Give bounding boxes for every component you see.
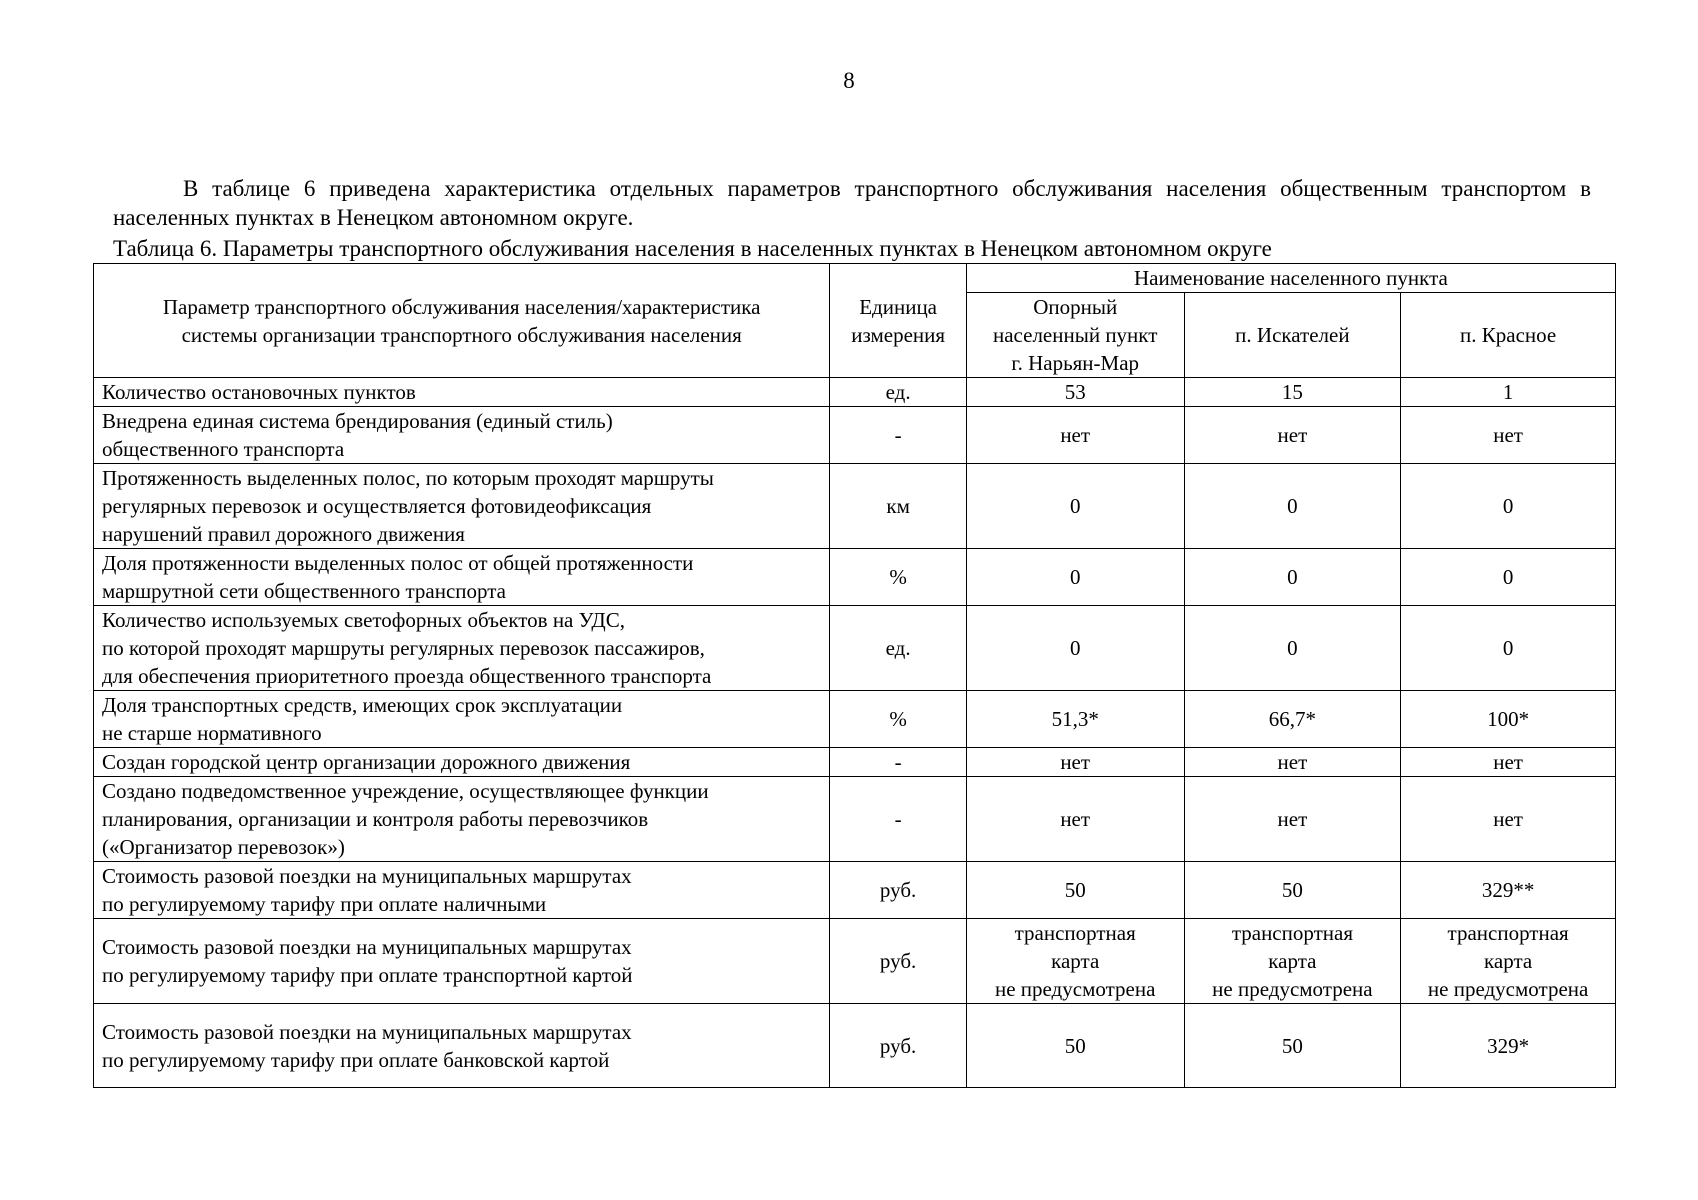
parameter-cell-line: для обеспечения приоритетного проезда общественного транспорта — [102, 664, 712, 688]
value-naryan-mar-line: 0 — [1069, 494, 1081, 518]
value-krasnoe-line: не предусмотрена — [1427, 977, 1589, 1001]
value-naryan-mar-line: 53 — [1064, 380, 1086, 404]
header-parameter-line: Параметр транспортного обслуживания населения/характеристика — [162, 294, 761, 319]
page-number: 8 — [843, 68, 855, 93]
value-iskateley — [1184, 464, 1401, 549]
unit-cell: - — [830, 748, 966, 777]
value-iskateley — [1184, 378, 1401, 407]
value-naryan-mar-line: карта — [1051, 949, 1100, 973]
value-iskateley — [1184, 919, 1401, 1004]
value-iskateley-line: 0 — [1287, 494, 1298, 518]
value-krasnoe — [1401, 691, 1616, 748]
parameter-cell-line: регулярных перевозок и осуществляется фотовидеофиксация — [102, 494, 652, 518]
unit-cell: руб. — [830, 862, 966, 919]
value-iskateley-line: нет — [1277, 750, 1308, 774]
header-parameter — [94, 264, 830, 378]
table-row — [94, 407, 1616, 464]
value-naryan-mar — [966, 919, 1184, 1004]
parameter-cell — [94, 606, 830, 691]
value-iskateley-line: карта — [1268, 949, 1317, 973]
value-naryan-mar — [966, 549, 1184, 606]
value-naryan-mar-line: нет — [1060, 750, 1091, 774]
header-krasnoe: п. Красное — [1401, 293, 1616, 378]
value-iskateley — [1184, 606, 1401, 691]
value-iskateley-line: нет — [1277, 807, 1308, 831]
parameter-cell-line: Количество остановочных пунктов — [102, 380, 416, 404]
parameter-cell-line: Стоимость разовой поездки на муниципальных маршрутах — [102, 864, 632, 888]
parameter-cell-line: Создан городской центр организации дорожного движения — [102, 750, 631, 774]
value-iskateley — [1184, 862, 1401, 919]
value-iskateley-line: 0 — [1287, 636, 1298, 660]
unit-cell: ед. — [830, 378, 966, 407]
parameter-cell-line: Доля протяженности выделенных полос от общей протяженности — [102, 551, 694, 575]
value-iskateley-line: 50 — [1281, 878, 1303, 902]
value-iskateley-line: транспортная — [1231, 921, 1353, 945]
unit-cell: км — [830, 464, 966, 549]
value-iskateley-line: не предусмотрена — [1212, 977, 1373, 1001]
table-row — [94, 919, 1616, 1004]
parameter-cell-line: общественного транспорта — [102, 437, 345, 461]
parameter-cell-line: не старше нормативного — [102, 721, 322, 745]
parameter-cell — [94, 777, 830, 862]
value-naryan-mar-line: не предусмотрена — [994, 977, 1156, 1001]
parameter-cell — [94, 378, 830, 407]
value-krasnoe-line: нет — [1493, 807, 1523, 831]
parameter-cell-line: по которой проходят маршруты регулярных перевозок пассажиров, — [102, 636, 705, 660]
parameter-cell — [94, 407, 830, 464]
value-krasnoe-line: 329* — [1487, 1033, 1530, 1058]
value-iskateley — [1184, 748, 1401, 777]
value-naryan-mar — [966, 1004, 1184, 1088]
value-krasnoe — [1401, 862, 1616, 919]
value-krasnoe — [1401, 407, 1616, 464]
parameter-cell-line: нарушений правил дорожного движения — [102, 522, 465, 546]
value-naryan-mar — [966, 464, 1184, 549]
parameter-cell — [94, 862, 830, 919]
value-krasnoe-line: карта — [1484, 949, 1533, 973]
value-naryan-mar — [966, 606, 1184, 691]
header-col-line: г. Нарьян-Мар — [1011, 351, 1140, 375]
value-naryan-mar-line: 51,3* — [1051, 707, 1099, 731]
value-krasnoe — [1401, 1004, 1616, 1088]
table-body — [94, 378, 1616, 1088]
table-row — [94, 748, 1616, 777]
value-naryan-mar-line: транспортная — [1014, 921, 1136, 945]
parameter-cell-line: («Организатор перевозок») — [102, 835, 345, 859]
parameter-cell-line: по регулируемому тарифу при оплате транспортной картой — [102, 963, 633, 987]
parameter-cell-line: планирования, организации и контроля работы перевозчиков — [102, 807, 649, 831]
parameter-cell — [94, 1004, 830, 1088]
value-krasnoe-line: 0 — [1502, 636, 1514, 660]
value-naryan-mar-line: нет — [1060, 423, 1091, 447]
header-unit-line: измерения — [851, 322, 946, 347]
value-iskateley — [1184, 407, 1401, 464]
value-iskateley — [1184, 777, 1401, 862]
header-iskateley: п. Искателей — [1184, 293, 1401, 378]
value-naryan-mar-line: нет — [1060, 807, 1091, 831]
header-unit-line: Единица — [859, 294, 938, 319]
value-naryan-mar — [966, 407, 1184, 464]
intro-paragraph: В таблице 6 приведена характеристика отдельных параметров транспортного обслуживания населения общественным транспортом в населенных пунктах в Ненецком автономном округе. — [113, 176, 1591, 230]
parameter-cell-line: Количество используемых светофорных объектов на УДС, — [102, 608, 625, 632]
value-iskateley — [1184, 549, 1401, 606]
table-row — [94, 862, 1616, 919]
value-naryan-mar — [966, 378, 1184, 407]
parameter-cell-line: Внедрена единая система брендирования (единый стиль) — [102, 409, 613, 433]
value-iskateley — [1184, 1004, 1401, 1088]
value-krasnoe — [1401, 464, 1616, 549]
unit-cell: % — [830, 691, 966, 748]
value-iskateley-line: 66,7* — [1268, 707, 1317, 731]
unit-cell: ед. — [830, 606, 966, 691]
table-row — [94, 777, 1616, 862]
parameter-cell — [94, 464, 830, 549]
parameter-cell-line: Стоимость разовой поездки на муниципальных маршрутах — [102, 935, 632, 959]
value-krasnoe-line: транспортная — [1447, 921, 1569, 945]
header-parameter-line: системы организации транспортного обслуживания населения — [181, 322, 742, 347]
value-iskateley-line: 0 — [1287, 565, 1298, 589]
parameter-cell-line: маршрутной сети общественного транспорта — [102, 579, 506, 603]
table-row — [94, 691, 1616, 748]
parameter-cell-line: Создано подведомственное учреждение, осуществляющее функции — [102, 779, 709, 803]
table-row — [94, 464, 1616, 549]
parameter-cell — [94, 549, 830, 606]
value-krasnoe — [1401, 549, 1616, 606]
parameter-cell-line: по регулируемому тарифу при оплате наличными — [102, 892, 547, 916]
value-krasnoe — [1401, 748, 1616, 777]
value-naryan-mar — [966, 862, 1184, 919]
value-naryan-mar — [966, 691, 1184, 748]
table-row — [94, 378, 1616, 407]
value-iskateley-line: 50 — [1281, 1033, 1303, 1058]
parameter-cell — [94, 748, 830, 777]
value-naryan-mar-line: 50 — [1064, 1033, 1086, 1058]
parameter-cell-line: Стоимость разовой поездки на муниципальных маршрутах — [102, 1019, 632, 1044]
value-krasnoe — [1401, 378, 1616, 407]
value-krasnoe — [1401, 919, 1616, 1004]
value-krasnoe-line: 0 — [1502, 565, 1514, 589]
table-row — [94, 1004, 1616, 1088]
value-naryan-mar-line: 0 — [1069, 636, 1081, 660]
value-krasnoe — [1401, 777, 1616, 862]
header-col-line: населенный пункт — [992, 323, 1158, 347]
value-iskateley-line: 15 — [1281, 380, 1303, 404]
unit-cell: - — [830, 777, 966, 862]
header-naryan-mar — [966, 293, 1184, 378]
value-naryan-mar-line: 50 — [1064, 878, 1086, 902]
value-krasnoe-line: 329** — [1481, 878, 1535, 902]
parameter-cell — [94, 691, 830, 748]
unit-cell: % — [830, 549, 966, 606]
value-krasnoe-line: нет — [1493, 750, 1523, 774]
value-naryan-mar-line: 0 — [1069, 565, 1081, 589]
value-iskateley — [1184, 691, 1401, 748]
unit-cell: руб. — [830, 919, 966, 1004]
value-krasnoe-line: 1 — [1502, 380, 1514, 404]
parameter-cell-line: Протяженность выделенных полос, по которым проходят маршруты — [102, 466, 714, 490]
parameters-table — [93, 263, 1616, 1088]
value-krasnoe — [1401, 606, 1616, 691]
value-iskateley-line: нет — [1277, 423, 1308, 447]
table-row — [94, 606, 1616, 691]
value-krasnoe-line: 0 — [1502, 494, 1514, 518]
value-krasnoe-line: нет — [1493, 423, 1523, 447]
table-caption: Таблица 6. Параметры транспортного обслуживания населения в населенных пунктах в Ненецком автономном округе — [113, 236, 1272, 261]
header-col-line: Опорный — [1033, 295, 1118, 319]
unit-cell: - — [830, 407, 966, 464]
parameter-cell — [94, 919, 830, 1004]
header-settlement-group: Наименование населенного пункта — [966, 264, 1615, 293]
table-row — [94, 549, 1616, 606]
unit-cell: руб. — [830, 1004, 966, 1088]
parameter-cell-line: Доля транспортных средств, имеющих срок эксплуатации — [102, 693, 623, 717]
value-naryan-mar — [966, 777, 1184, 862]
value-krasnoe-line: 100* — [1487, 707, 1530, 731]
parameter-cell-line: по регулируемому тарифу при оплате банковской картой — [102, 1047, 610, 1072]
header-unit — [830, 264, 966, 378]
value-naryan-mar — [966, 748, 1184, 777]
